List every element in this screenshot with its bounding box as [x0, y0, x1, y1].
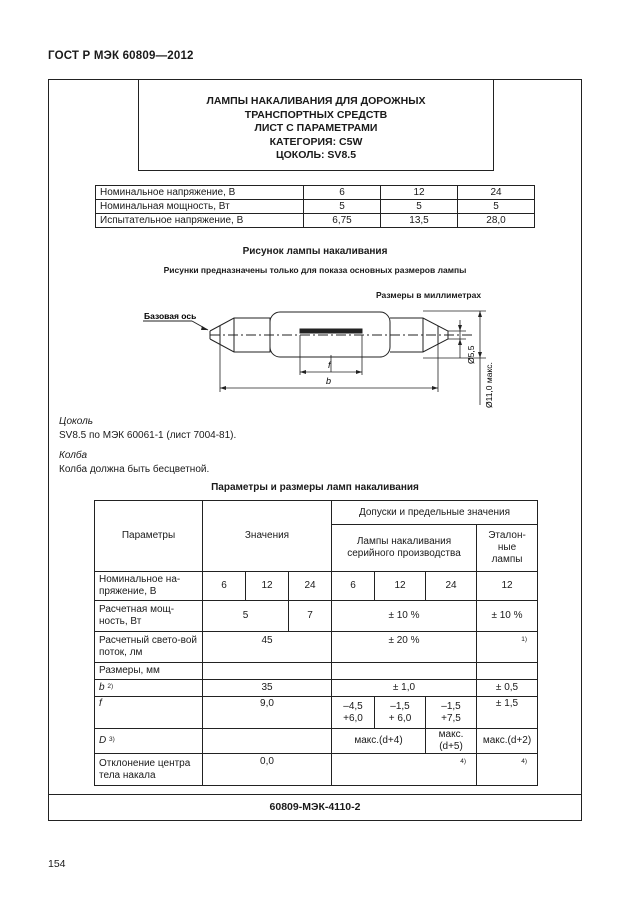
- header-tolerances: Допуски и предельные значения: [332, 501, 538, 525]
- cell-value: 6,75: [304, 214, 381, 228]
- params-table: [94, 500, 538, 786]
- cell-value: макс.(d+2): [477, 729, 538, 754]
- cell-value: –4,5 +6,0: [332, 697, 375, 729]
- table-row: [95, 729, 538, 754]
- table-row: [95, 680, 538, 697]
- cell-value: макс.(d+4): [332, 729, 426, 754]
- header-params: Параметры: [95, 501, 203, 572]
- cell-value: –1,5 + 6,0: [375, 697, 426, 729]
- cap-text: SV8.5 по МЭК 60061-1 (лист 7004-81).: [59, 430, 237, 441]
- label-d1: Ø5,5: [466, 345, 476, 364]
- filament: [300, 329, 362, 333]
- table-row: [95, 754, 538, 786]
- cell-value: ± 0,5: [477, 680, 538, 697]
- cell-value: ± 10 %: [332, 601, 477, 632]
- cell-value: ± 20 %: [332, 632, 477, 663]
- title-block: [138, 79, 494, 171]
- cell-value: 6: [304, 186, 381, 200]
- row-label: b $^{2)}$: [95, 680, 203, 697]
- footnote-ref: 4): [477, 754, 538, 786]
- cell-value: 13,5: [381, 214, 458, 228]
- cell-value: 5: [458, 200, 535, 214]
- label-f: f: [328, 360, 331, 370]
- figure-units: Размеры в миллиметрах: [376, 290, 482, 300]
- lamp-drawing: [130, 300, 500, 412]
- cell-value: 28,0: [458, 214, 535, 228]
- cell-value: 24: [426, 572, 477, 601]
- footnote-ref: 1): [477, 632, 538, 663]
- title-line: ТРАНСПОРТНЫХ СРЕДСТВ: [244, 108, 388, 121]
- row-label: Номинальное на-пряжение, В: [95, 572, 203, 601]
- table-row: [95, 572, 538, 601]
- header-values: Значения: [203, 501, 332, 572]
- table-row: [96, 186, 535, 200]
- row-label: Номинальная мощность, Вт: [96, 200, 304, 214]
- cell-value: 24: [289, 572, 332, 601]
- voltage-table: [95, 185, 535, 228]
- row-label: Отклонение центра тела накала: [95, 754, 203, 786]
- title-line: ЦОКОЛЬ: SV8.5: [275, 149, 357, 161]
- cell-value: 12: [246, 572, 289, 601]
- document-header: ГОСТ Р МЭК 60809—2012: [48, 50, 194, 62]
- cell-value: 5: [304, 200, 381, 214]
- row-label: f: [95, 697, 203, 729]
- row-label: Расчетный свето-вой поток, лм: [95, 632, 203, 663]
- cell-value: 12: [375, 572, 426, 601]
- cell-value: 6: [332, 572, 375, 601]
- figure-subtitle: Рисунки предназначены только для показа основных размеров лампы: [163, 265, 467, 275]
- bulb-text: Колба должна быть бесцветной.: [59, 464, 210, 475]
- cell-value: 45: [203, 632, 332, 663]
- table-row: [95, 601, 538, 632]
- cell-value: ± 1,5: [477, 697, 538, 729]
- cell-value: 12: [381, 186, 458, 200]
- table-row: [96, 214, 535, 228]
- row-label: D $^{3)}$: [95, 729, 203, 754]
- cell-value: ± 10 %: [477, 601, 538, 632]
- cell-value: 24: [458, 186, 535, 200]
- footnote-ref: 4): [332, 754, 477, 786]
- table-row: [95, 663, 538, 680]
- row-label: Расчетная мощ-ность, Вт: [95, 601, 203, 632]
- title-line: ЛИСТ С ПАРАМЕТРАМИ: [254, 122, 378, 134]
- cell-value: 12: [477, 572, 538, 601]
- row-label: Номинальное напряжение, В: [96, 186, 304, 200]
- row-label: Размеры, мм: [95, 663, 203, 680]
- title-line: ЛАМПЫ НАКАЛИВАНИЯ ДЛЯ ДОРОЖНЫХ: [206, 95, 426, 107]
- label-b: b: [326, 376, 332, 386]
- cell-value: ± 1,0: [332, 680, 477, 697]
- axis-label: Базовая ось: [144, 311, 197, 321]
- cap-heading: Цоколь: [59, 416, 94, 427]
- footer-divider: [48, 794, 582, 795]
- title-line: КАТЕГОРИЯ: C5W: [269, 135, 363, 148]
- cell-value: макс.(d+5): [426, 729, 477, 754]
- row-label: Испытательное напряжение, В: [96, 214, 304, 228]
- cell-value: 9,0: [203, 697, 332, 729]
- table-row: [95, 632, 538, 663]
- params-title: Параметры и размеры ламп накаливания: [211, 482, 419, 493]
- cell-value: 7: [289, 601, 332, 632]
- cell-value: –1,5 +7,5: [426, 697, 477, 729]
- cell-value: 5: [381, 200, 458, 214]
- cell-value: 5: [203, 601, 289, 632]
- bulb-heading: Колба: [59, 450, 88, 461]
- header-reference: Эталон-ные лампы: [477, 525, 538, 572]
- header-serial: Лампы накаливания серийного производства: [332, 525, 477, 572]
- label-d2: Ø11,0 макс.: [484, 362, 494, 408]
- table-row: [96, 200, 535, 214]
- cell-value: 6: [203, 572, 246, 601]
- page-number: 154: [48, 858, 66, 870]
- cell-value: 35: [203, 680, 332, 697]
- table-row: [95, 697, 538, 729]
- cell-value: 0,0: [203, 754, 332, 786]
- sheet-code: 60809-МЭК-4110-2: [269, 801, 361, 813]
- figure-title: Рисунок лампы накаливания: [242, 246, 388, 257]
